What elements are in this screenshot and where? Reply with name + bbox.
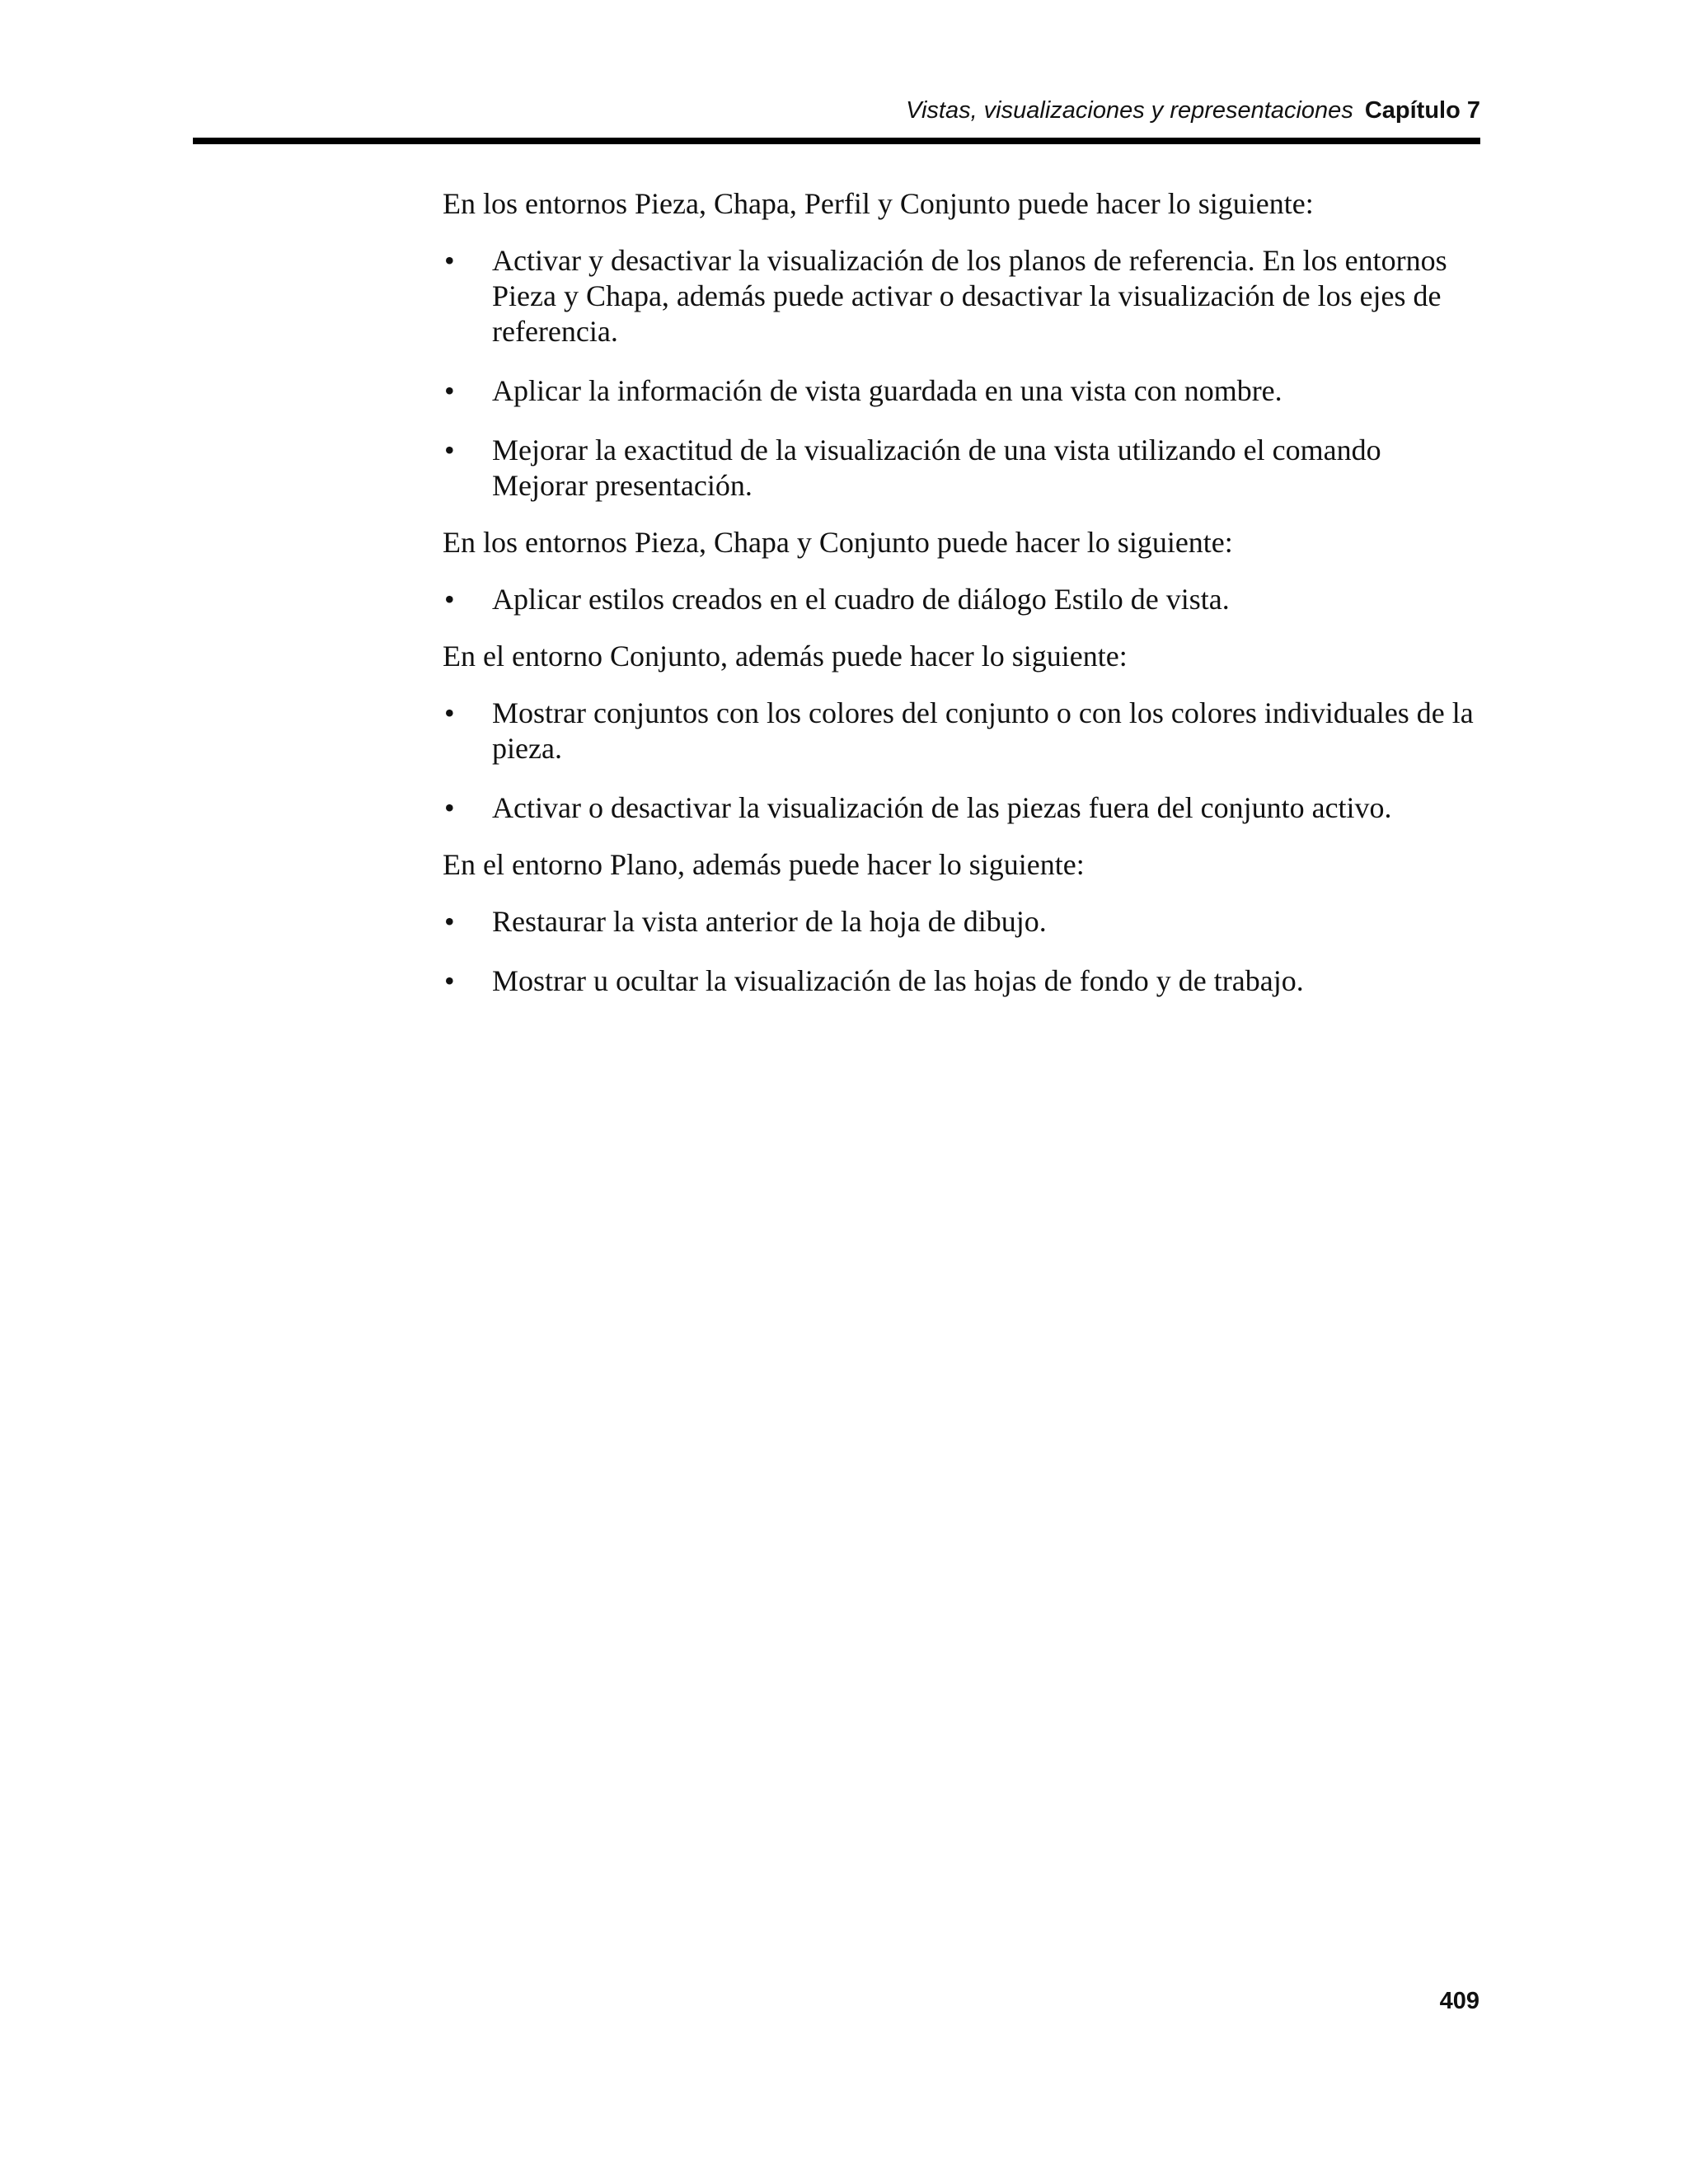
bullet-icon: • <box>444 244 455 277</box>
chapter-label: Capítulo 7 <box>1364 97 1480 124</box>
list-item-text: Mostrar conjuntos con los colores del conjunto o con los colores individuales de la pieza. <box>492 696 1474 765</box>
header-rule <box>193 138 1480 144</box>
intro-paragraph: En el entorno Conjunto, además puede hacer lo siguiente: <box>443 640 1128 673</box>
list-item <box>443 790 1481 826</box>
intro-paragraph: En los entornos Pieza, Chapa y Conjunto puede hacer lo siguiente: <box>443 526 1233 559</box>
bullet-icon: • <box>444 696 455 729</box>
running-header <box>906 97 1480 124</box>
bullet-icon: • <box>444 905 455 938</box>
list-item-text: Aplicar estilos creados en el cuadro de diálogo Estilo de vista. <box>492 583 1230 616</box>
intro-paragraph: En el entorno Plano, además puede hacer lo siguiente: <box>443 848 1085 881</box>
bullet-list <box>443 904 1481 999</box>
list-item <box>443 696 1481 766</box>
list-item <box>443 433 1481 504</box>
bullet-icon: • <box>444 434 455 466</box>
bullet-list <box>443 243 1481 504</box>
list-item-text: Activar o desactivar la visualización de las piezas fuera del conjunto activo. <box>492 791 1392 824</box>
list-item <box>443 373 1481 409</box>
list-item <box>443 582 1481 617</box>
list-item-text: Aplicar la información de vista guardada en una vista con nombre. <box>492 374 1282 407</box>
list-item-text: Mostrar u ocultar la visualización de las hojas de fondo y de trabajo. <box>492 964 1304 997</box>
section-title: Vistas, visualizaciones y representaciones <box>906 97 1353 124</box>
list-item <box>443 243 1481 349</box>
list-item <box>443 963 1481 999</box>
bullet-list <box>443 582 1481 617</box>
list-item-text: Mejorar la exactitud de la visualización de una vista utilizando el comando Mejorar presentación. <box>492 434 1381 502</box>
bullet-icon: • <box>444 964 455 997</box>
page-body <box>443 186 1481 1020</box>
bullet-icon: • <box>444 374 455 407</box>
bullet-icon: • <box>444 583 455 616</box>
list-item-text: Activar y desactivar la visualización de los planos de referencia. En los entornos Pieza y Chapa, además puede activar o desactivar la visualización de los ejes de referencia. <box>492 244 1447 348</box>
bullet-list <box>443 696 1481 826</box>
bullet-icon: • <box>444 791 455 824</box>
page-number: 409 <box>1439 1988 1479 2014</box>
intro-paragraph: En los entornos Pieza, Chapa, Perfil y Conjunto puede hacer lo siguiente: <box>443 187 1314 220</box>
list-item <box>443 904 1481 940</box>
list-item-text: Restaurar la vista anterior de la hoja de dibujo. <box>492 905 1047 938</box>
